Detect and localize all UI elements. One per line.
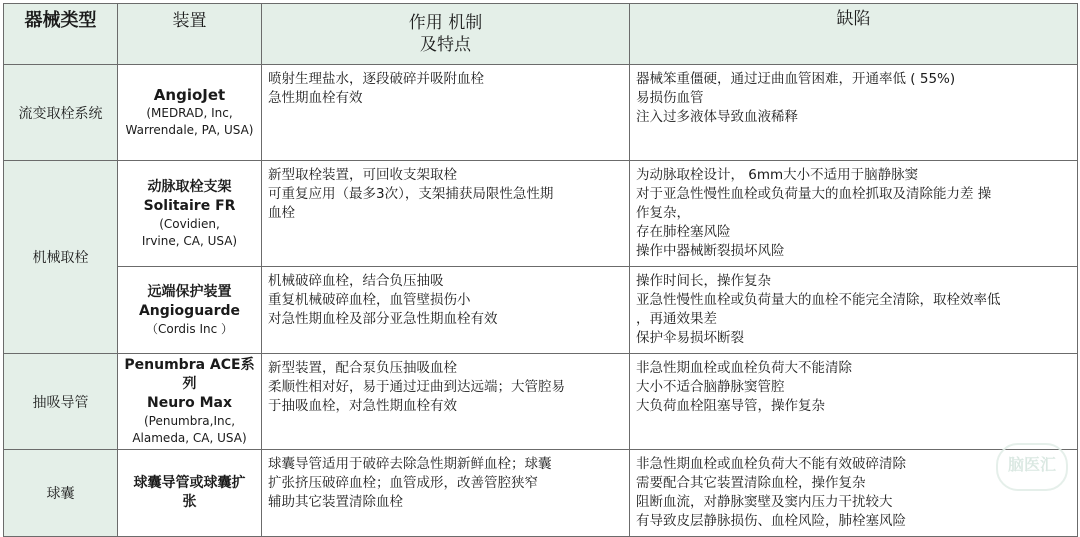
device-maker: (Covidien, Irvine, CA, USA) — [141, 216, 238, 248]
defect-line: 器械笨重僵硬，通过迂曲血管困难，开通率低 ( 55%) — [636, 71, 956, 87]
defect-line: 操作时间长，操作复杂 — [636, 273, 771, 289]
device-name: 球囊导管或球囊扩 张 — [133, 475, 246, 510]
watermark-logo: 脑医汇 — [996, 443, 1068, 491]
device-type-cell: 机械取栓 — [4, 161, 118, 354]
defects-cell — [630, 161, 1078, 267]
defect-line: 阻断血流，对静脉窦壁及窦内压力干扰较大 — [636, 494, 893, 510]
defect-line: 作复杂， — [636, 205, 690, 221]
mechanism-line: 急性期血栓有效 — [268, 90, 363, 106]
mechanism-cell — [262, 267, 630, 354]
mechanism-cell — [262, 354, 630, 450]
defect-line: 需要配合其它装置清除血栓，操作复杂 — [636, 475, 866, 491]
device-cell — [118, 267, 262, 354]
mechanism-line: 于抽吸血栓，对急性期血栓有效 — [268, 398, 457, 414]
table-row — [4, 267, 1078, 354]
device-maker: (MEDRAD, Inc, Warrendale, PA, USA) — [125, 106, 254, 137]
device-cell — [118, 450, 262, 537]
header-defects: 缺陷 — [630, 4, 1078, 65]
defect-line: 非急性期血栓或血栓负荷大不能清除 — [636, 360, 852, 376]
device-type-cell: 球囊 — [4, 450, 118, 537]
mechanism-line: 血栓 — [268, 205, 295, 221]
mechanism-line: 扩张挤压破碎血栓；血管成形，改善管腔狭窄 — [268, 475, 538, 491]
defect-line: 亚急性慢性血栓或负荷量大的血栓不能完全清除，取栓效率低 — [636, 292, 1001, 308]
defect-line: 有导致皮层静脉损伤、血栓风险，肺栓塞风险 — [636, 513, 906, 529]
mechanism-line: 柔顺性相对好，易于通过迂曲到达远端；大管腔易 — [268, 379, 565, 395]
device-maker: （Cordis Inc ） — [145, 321, 234, 336]
mechanism-line: 可重复应用（最多3次），支架捕获局限性急性期 — [268, 186, 554, 202]
device-maker: (Penumbra,Inc, Alameda, CA, USA) — [132, 414, 247, 445]
mechanism-cell — [262, 450, 630, 537]
mechanism-line: 新型取栓装置，可回收支架取栓 — [268, 167, 457, 183]
mechanism-line: 喷射生理盐水，逐段破碎并吸附血栓 — [268, 71, 484, 87]
defect-line: 注入过多液体导致血液稀释 — [636, 109, 798, 125]
defect-line: 保护伞易损坏断裂 — [636, 330, 744, 346]
table-row — [4, 65, 1078, 161]
defect-line: 大小不适合脑静脉窦管腔 — [636, 379, 785, 395]
mechanism-cell — [262, 161, 630, 267]
defect-line: 对于亚急性慢性血栓或负荷量大的血栓抓取及清除能力差 操 — [636, 186, 992, 202]
device-type-cell: 流变取栓系统 — [4, 65, 118, 161]
mechanism-line: 机械破碎血栓，结合负压抽吸 — [268, 273, 444, 289]
comparison-table — [3, 3, 1078, 537]
defects-cell — [630, 354, 1078, 450]
defects-cell — [630, 267, 1078, 354]
device-cell — [118, 354, 262, 450]
defects-cell — [630, 65, 1078, 161]
mechanism-line: 对急性期血栓及部分亚急性期血栓有效 — [268, 311, 498, 327]
mechanism-cell — [262, 65, 630, 161]
defect-line: 大负荷血栓阻塞导管，操作复杂 — [636, 398, 825, 414]
table-row — [4, 161, 1078, 267]
device-name: Penumbra ACE系列 Neuro Max — [124, 357, 255, 411]
device-cell — [118, 65, 262, 161]
device-type-cell: 抽吸导管 — [4, 354, 118, 450]
defect-line: ，再通效果差 — [636, 311, 717, 327]
mechanism-line: 重复机械破碎血栓，血管壁损伤小 — [268, 292, 471, 308]
table-row — [4, 450, 1078, 537]
defect-line: 易损伤血管 — [636, 90, 704, 106]
mechanism-line: 辅助其它装置清除血栓 — [268, 494, 403, 510]
header-mechanism-line1: 作用 机制 — [408, 13, 483, 33]
table-row — [4, 354, 1078, 450]
defect-line: 为动脉取栓设计， 6mm大小不适用于脑静脉窦 — [636, 167, 919, 183]
mechanism-line: 球囊导管适用于破碎去除急性期新鲜血栓；球囊 — [268, 456, 552, 472]
device-name: 远端保护装置 Angioguarde — [138, 283, 241, 319]
mechanism-line: 新型装置，配合泵负压抽吸血栓 — [268, 360, 457, 376]
defect-line: 操作中器械断裂损坏风险 — [636, 243, 785, 259]
header-mechanism-line2: 及特点 — [420, 35, 471, 55]
device-name: AngioJet — [153, 86, 226, 104]
device-cell — [118, 161, 262, 267]
defect-line: 存在肺栓塞风险 — [636, 224, 731, 240]
header-row — [4, 4, 1078, 65]
header-mechanism — [262, 4, 630, 65]
defect-line: 非急性期血栓或血栓负荷大不能有效破碎清除 — [636, 456, 906, 472]
header-device: 装置 — [118, 4, 262, 65]
header-type: 器械类型 — [4, 4, 118, 65]
device-name: 动脉取栓支架 Solitaire FR — [143, 178, 236, 214]
